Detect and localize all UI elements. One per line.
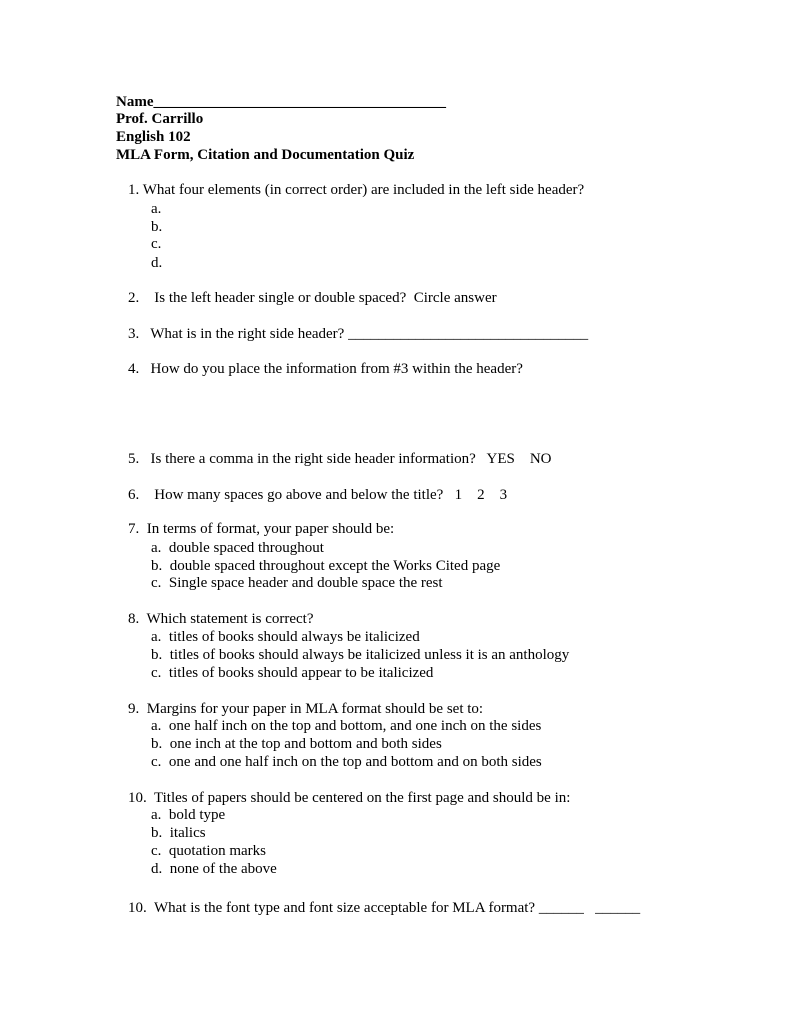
question-7-option-b: b. double spaced throughout except the Works Cited page	[151, 558, 501, 574]
question-3: 3. What is in the right side header? ________________________________	[128, 326, 589, 342]
question-9: 9. Margins for your paper in MLA format should be set to:	[128, 701, 484, 717]
question-10-font: 10. What is the font type and font size acceptable for MLA format? ______ ______	[128, 900, 641, 916]
question-1-option-b: b.	[151, 219, 163, 235]
question-7-option-c: c. Single space header and double space the rest	[151, 575, 443, 591]
name-field[interactable]: Name_______________________________________	[116, 94, 446, 110]
question-7: 7. In terms of format, your paper should be:	[128, 521, 395, 537]
question-2: 2. Is the left header single or double spaced? Circle answer	[128, 290, 497, 306]
question-1-option-a: a.	[151, 201, 162, 217]
question-8-option-c: c. titles of books should appear to be italicized	[151, 665, 434, 681]
question-7-option-a: a. double spaced throughout	[151, 540, 324, 556]
question-4: 4. How do you place the information from #3 within the header?	[128, 361, 523, 377]
question-8: 8. Which statement is correct?	[128, 611, 314, 627]
question-8-option-a: a. titles of books should always be italicized	[151, 629, 420, 645]
question-9-option-a: a. one half inch on the top and bottom, and one inch on the sides	[151, 718, 542, 734]
question-5: 5. Is there a comma in the right side header information? YES NO	[128, 451, 552, 467]
question-10-titles-option-a: a. bold type	[151, 807, 226, 823]
question-9-option-b: b. one inch at the top and bottom and both sides	[151, 736, 442, 752]
question-1: 1. What four elements (in correct order) are included in the left side header?	[128, 182, 585, 198]
question-1-option-d: d.	[151, 255, 163, 271]
question-6: 6. How many spaces go above and below the title? 1 2 3	[128, 487, 508, 503]
quiz-title: MLA Form, Citation and Documentation Quiz	[116, 147, 415, 163]
question-9-option-c: c. one and one half inch on the top and bottom and on both sides	[151, 754, 542, 770]
professor-name: Prof. Carrillo	[116, 111, 204, 127]
question-8-option-b: b. titles of books should always be italicized unless it is an anthology	[151, 647, 570, 663]
question-10-titles-option-d: d. none of the above	[151, 861, 277, 877]
question-1-option-c: c.	[151, 236, 162, 252]
question-10-titles-option-c: c. quotation marks	[151, 843, 266, 859]
question-10-titles: 10. Titles of papers should be centered on the first page and should be in:	[128, 790, 571, 806]
course-name: English 102	[116, 129, 191, 145]
question-10-titles-option-b: b. italics	[151, 825, 206, 841]
